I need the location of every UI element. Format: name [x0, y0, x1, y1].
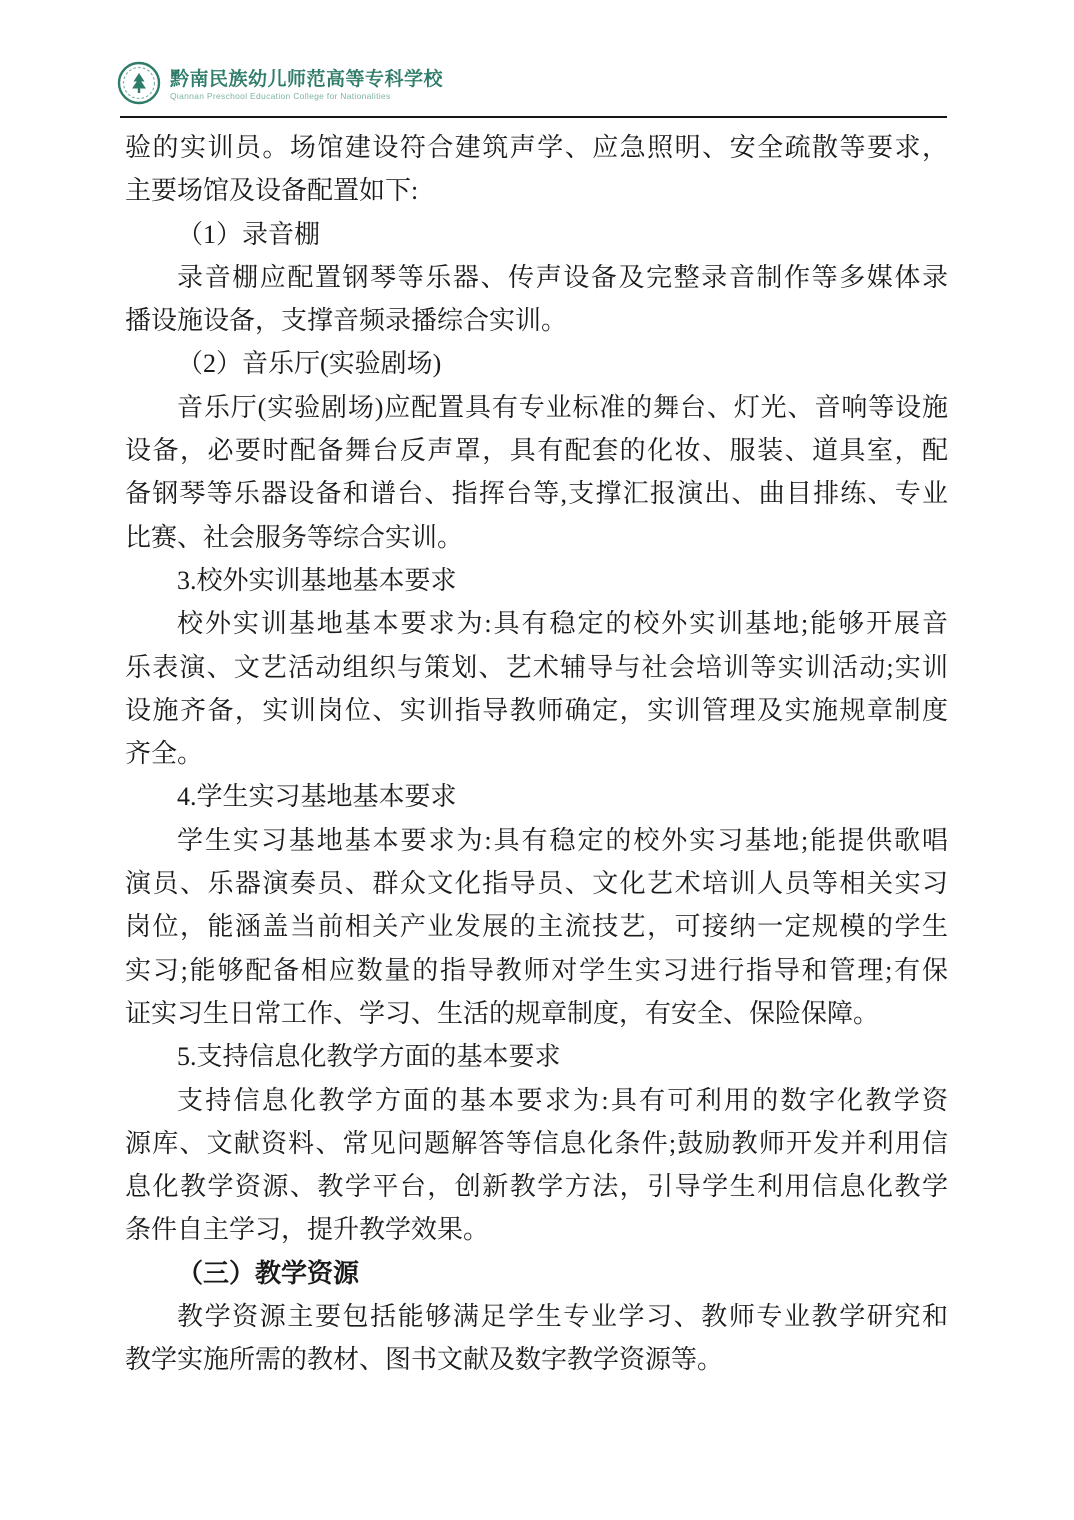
text-line-26: 条件自主学习，提升教学效果。	[125, 1215, 490, 1245]
text-line-19: 岗位，能涵盖当前相关产业发展的主流技艺，可接纳一定规模的学生	[125, 912, 948, 942]
text-line-28: 教学资源主要包括能够满足学生专业学习、教师专业教学研究和	[177, 1302, 948, 1332]
text-line-21: 证实习生日常工作、学习、生活的规章制度，有安全、保险保障。	[125, 998, 880, 1028]
text-line-14: 设施齐备，实训岗位、实训指导教师确定，实训管理及实施规章制度	[125, 695, 948, 725]
college-name-chinese: 黔南民族幼儿师范高等专科学校	[170, 68, 444, 90]
text-line-18: 演员、乐器演奏员、群众文化指导员、文化艺术培训人员等相关实习	[125, 869, 948, 899]
text-line-22: 5.支持信息化教学方面的基本要求	[177, 1042, 561, 1072]
text-line-3: （1）录音棚	[177, 219, 321, 249]
text-line-4: 录音棚应配置钢琴等乐器、传声设备及完整录音制作等多媒体录	[177, 262, 948, 292]
header-divider	[120, 116, 947, 118]
text-line-12: 校外实训基地基本要求为:具有稳定的校外实训基地;能够开展音	[177, 609, 948, 639]
text-line-10: 比赛、社会服务等综合实训。	[125, 522, 464, 552]
school-seal-icon	[117, 61, 161, 105]
text-line-17: 学生实习基地基本要求为:具有稳定的校外实习基地;能提供歌唱	[177, 825, 948, 855]
text-line-1: 验的实训员。场馆建设符合建筑声学、应急照明、安全疏散等要求，	[125, 133, 948, 162]
text-line-11: 3.校外实训基地基本要求	[177, 565, 457, 595]
text-line-16: 4.学生实习基地基本要求	[177, 782, 457, 812]
text-line-6: （2）音乐厅(实验剧场)	[177, 349, 442, 379]
text-line-9: 备钢琴等乐器设备和谱台、指挥台等,支撑汇报演出、曲目排练、专业	[125, 479, 948, 509]
college-name-english: Qiannan Preschool Education College for Nationalities	[170, 91, 391, 101]
text-line-5: 播设施设备，支撑音频录播综合实训。	[125, 306, 568, 336]
text-line-25: 息化教学资源、教学平台，创新教学方法，引导学生利用信息化教学	[125, 1172, 948, 1202]
text-line-20: 实习;能够配备相应数量的指导教师对学生实习进行指导和管理;有保	[125, 955, 948, 985]
text-line-27: （三）教学资源	[177, 1258, 360, 1288]
text-line-2: 主要场馆及设备配置如下:	[125, 176, 419, 206]
text-line-29: 教学实施所需的教材、图书文献及数字教学资源等。	[125, 1345, 724, 1375]
text-line-24: 源库、文献资料、常见问题解答等信息化条件;鼓励教师开发并利用信	[125, 1128, 948, 1158]
text-line-13: 乐表演、文艺活动组织与策划、艺术辅导与社会培训等实训活动;实训	[125, 652, 948, 682]
text-line-7: 音乐厅(实验剧场)应配置具有专业标准的舞台、灯光、音响等设施	[177, 392, 948, 422]
document-body	[125, 126, 948, 1382]
text-line-15: 齐全。	[125, 739, 204, 769]
page-header	[117, 61, 443, 105]
text-line-23: 支持信息化教学方面的基本要求为:具有可利用的数字化教学资	[177, 1085, 948, 1115]
school-brand	[170, 61, 443, 102]
text-line-8: 设备，必要时配备舞台反声罩，具有配套的化妆、服装、道具室，配	[125, 436, 948, 466]
